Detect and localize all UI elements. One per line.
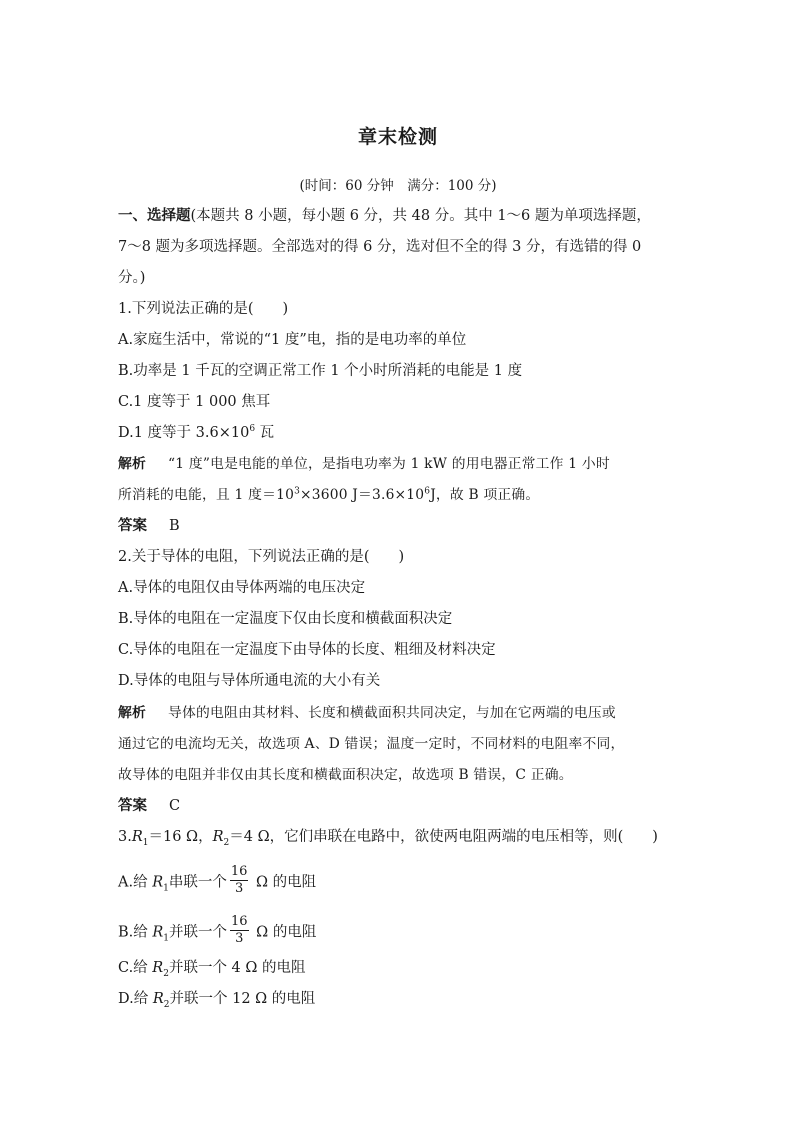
- q2-stem: 2.关于导体的电阻，下列说法正确的是( ): [118, 549, 405, 565]
- q3-option-a: A.给 $R_1$串联一个 $\frac{16}{3}$ Ω 的电阻: [118, 864, 317, 896]
- q2-option-d: D.导体的电阻与导体所通电流的大小有关: [118, 673, 381, 689]
- q3-option-c: C.给 $R_2$并联一个 4 Ω 的电阻: [118, 960, 306, 979]
- q1-option-c: C.1 度等于 1 000 焦耳: [118, 394, 271, 410]
- section-intro-line-1: 一、选择题(本题共 8 小题，每小题 6 分，共 48 分。其中 1～6 题为单项选择题，: [118, 208, 651, 224]
- exam-meta: (时间：60 分钟 满分：100 分): [299, 178, 497, 194]
- analysis-label: 解析: [118, 456, 146, 472]
- fraction: $\frac{16}{3}$: [230, 864, 248, 896]
- q2-analysis-line-3: 故导体的电阻并非仅由其长度和横截面积决定，故选项 B 错误，C 正确。: [118, 767, 573, 783]
- q1-option-a: A.家庭生活中，常说的“1 度”电，指的是电功率的单位: [118, 332, 467, 348]
- q2-option-a: A.导体的电阻仅由导体两端的电压决定: [118, 580, 366, 596]
- q1-option-b: B.功率是 1 千瓦的空调正常工作 1 个小时所消耗的电能是 1 度: [118, 363, 523, 379]
- q1-analysis-line-2: 所消耗的电能，且 1 度$=10^3\times 3600$ $J=3.6\times 10^6J$，故 B 项正确。: [118, 486, 540, 503]
- fraction: $\frac{16}{3}$: [231, 914, 248, 946]
- section-title: 一、选择题: [118, 208, 191, 224]
- answer-label: 答案: [118, 798, 147, 814]
- page-title: 章末检测: [357, 126, 438, 148]
- q2-answer: 答案 C: [118, 798, 181, 814]
- q3-option-d: D.给 $R_2$并联一个 12 Ω 的电阻: [118, 991, 316, 1010]
- q1-answer: 答案 B: [118, 518, 180, 534]
- q3-stem: $3.R_1=16$ Ω，$R_2=4$ Ω，它们串联在电路中，欲使两电阻两端的电压相等，则( ): [118, 829, 658, 848]
- section-intro-line-2: 7～8 题为多项选择题。全部选对的得 6 分，选对但不全的得 3 分，有选错的得 0: [118, 239, 642, 255]
- answer-label: 答案: [118, 518, 147, 534]
- q2-analysis-line-2: 通过它的电流均无关，故选项 A、D 错误；温度一定时，不同材料的电阻率不同，: [118, 736, 625, 752]
- q2-option-c: C.导体的电阻在一定温度下由导体的长度、粗细及材料决定: [118, 642, 496, 658]
- analysis-label: 解析: [118, 705, 146, 721]
- q1-analysis-line-1: 解析 “1 度”电是电能的单位，是指电功率为 1 kW 的用电器正常工作 1 小时: [118, 456, 610, 472]
- q2-option-b: B.导体的电阻在一定温度下仅由长度和横截面积决定: [118, 611, 453, 627]
- section-intro-line-3: 分。): [118, 270, 146, 286]
- q1-stem: 1.下列说法正确的是( ): [118, 301, 289, 317]
- q1-option-d: D.1 度等于 $3.6\times 10^6$ 瓦: [118, 424, 275, 441]
- q3-option-b: B.给 $R_1$并联一个 $\frac{16}{3}$ Ω 的电阻: [118, 914, 317, 946]
- q2-analysis-line-1: 解析 导体的电阻由其材料、长度和横截面积共同决定，与加在它两端的电压或: [118, 705, 616, 721]
